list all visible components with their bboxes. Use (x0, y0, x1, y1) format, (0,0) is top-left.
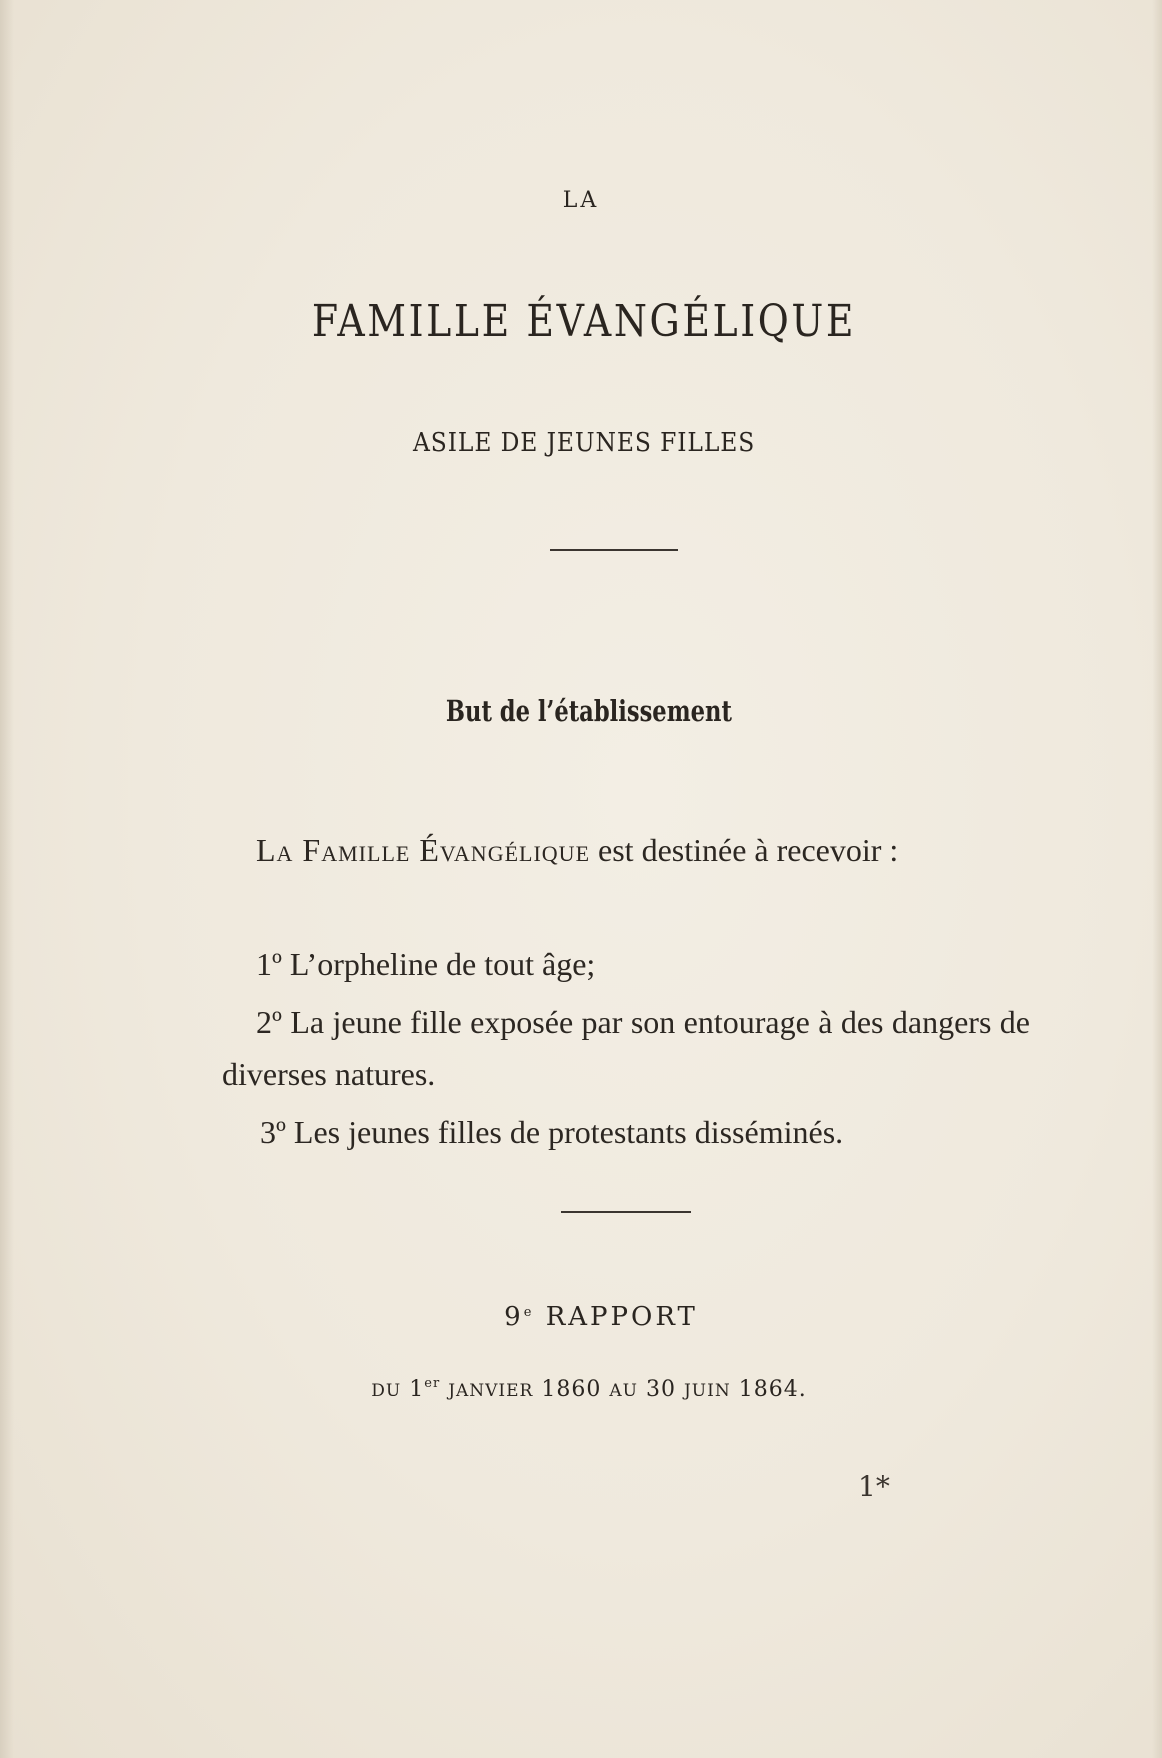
report-title (20, 1302, 1162, 1332)
document-title: FAMILLE ÉVANGÉLIQUE (311, 296, 857, 347)
list-item: 3º Les jeunes filles de protestants disséminés. (260, 1114, 844, 1150)
report-label: RAPPORT (545, 1302, 698, 1332)
start-year: 1860 (541, 1377, 602, 1402)
end-day: 30 (645, 1377, 676, 1402)
pretitle: LA (562, 188, 600, 213)
intro-text: est destinée à recevoir : (590, 832, 899, 868)
divider-rule (550, 549, 678, 551)
report-number: 9 (504, 1302, 524, 1332)
divider-rule (561, 1211, 691, 1213)
report-dates (8, 1376, 1162, 1402)
dates-prefix: DU (371, 1381, 402, 1401)
list-item: 2º La jeune fille exposée par son entourage à des dangers de diverses natures. (222, 1004, 1030, 1092)
institution-name: La Famille Évangélique (256, 832, 591, 868)
intro-paragraph (222, 824, 1030, 876)
section-heading: But de l’établissement (445, 694, 732, 728)
end-year: 1864. (738, 1377, 807, 1402)
dates-middle: AU (609, 1381, 638, 1401)
list-item: 1º L’orpheline de tout âge; (256, 946, 596, 982)
start-day: 1 (409, 1377, 425, 1402)
start-day-suffix: er (424, 1376, 441, 1391)
signature-mark: 1* (858, 1470, 890, 1503)
end-month: JUIN (683, 1381, 731, 1401)
document-subtitle: ASILE DE JEUNES FILLES (413, 428, 756, 458)
report-number-suffix: e (523, 1305, 535, 1320)
start-month: JANVIER (448, 1381, 534, 1401)
